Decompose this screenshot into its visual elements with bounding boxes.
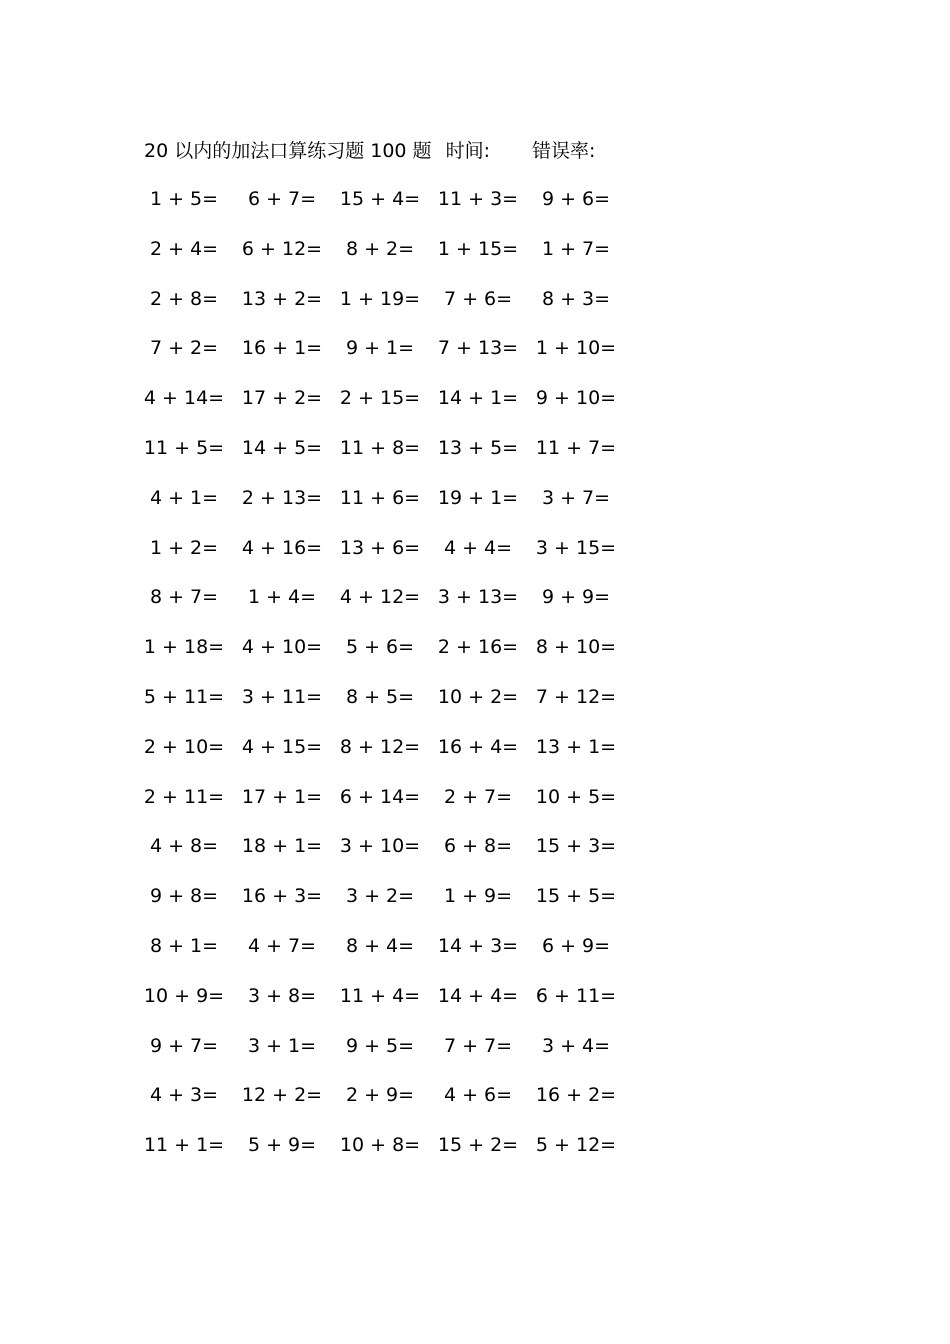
problem-item: 2 + 16=: [437, 636, 519, 659]
problem-item: 7 + 13=: [437, 337, 519, 360]
problem-item: 1 + 15=: [437, 237, 519, 260]
problem-item: 8 + 7=: [149, 586, 219, 609]
problem-item: 14 + 4=: [437, 984, 519, 1007]
problem-item: 6 + 11=: [535, 984, 617, 1007]
problem-item: 8 + 1=: [149, 934, 219, 957]
problem-item: 8 + 4=: [345, 934, 415, 957]
problem-item: 2 + 11=: [143, 785, 225, 808]
problem-item: 9 + 7=: [149, 1034, 219, 1057]
problem-item: 15 + 5=: [535, 885, 617, 908]
problem-item: 9 + 5=: [345, 1034, 415, 1057]
time-label: 时间:: [445, 140, 490, 162]
problem-item: 11 + 3=: [437, 188, 519, 210]
problem-item: 9 + 1=: [345, 337, 415, 360]
problem-row: [140, 231, 640, 281]
problem-item: 19 + 1=: [437, 486, 519, 509]
problem-row: [140, 1077, 640, 1127]
problem-item: 3 + 13=: [437, 586, 519, 609]
problem-item: 3 + 2=: [345, 885, 415, 908]
problem-item: 4 + 10=: [241, 636, 323, 659]
problem-item: 6 + 14=: [339, 785, 421, 808]
problem-item: 4 + 14=: [143, 387, 225, 410]
problem-item: 10 + 2=: [437, 685, 519, 708]
problem-item: 8 + 5=: [345, 685, 415, 708]
problem-item: 9 + 9=: [541, 586, 611, 609]
problem-item: 3 + 10=: [339, 835, 421, 858]
problem-item: 14 + 3=: [437, 934, 519, 957]
problem-item: 3 + 7=: [541, 486, 611, 509]
problem-item: 7 + 7=: [443, 1034, 513, 1057]
problem-item: 1 + 19=: [339, 287, 421, 310]
problem-item: 8 + 12=: [339, 735, 421, 758]
problem-item: 1 + 5=: [149, 188, 219, 210]
problem-item: 4 + 6=: [443, 1084, 513, 1107]
problem-item: 11 + 7=: [535, 436, 617, 459]
problem-row: [140, 978, 640, 1028]
problem-item: 10 + 9=: [143, 984, 225, 1007]
problem-item: 3 + 8=: [247, 984, 317, 1007]
problem-item: 16 + 1=: [241, 337, 323, 360]
problem-item: 12 + 2=: [241, 1084, 323, 1107]
problem-item: 7 + 12=: [535, 685, 617, 708]
problem-item: 10 + 5=: [535, 785, 617, 808]
problem-item: 8 + 3=: [541, 287, 611, 310]
problem-item: 14 + 5=: [241, 436, 323, 459]
problem-item: 4 + 3=: [149, 1084, 219, 1107]
problem-item: 11 + 6=: [339, 486, 421, 509]
problem-item: 15 + 3=: [535, 835, 617, 858]
problem-row: [140, 729, 640, 779]
problem-item: 11 + 8=: [339, 436, 421, 459]
problem-item: 1 + 4=: [247, 586, 317, 609]
problem-row: [140, 679, 640, 729]
problem-row: [140, 579, 640, 629]
problem-item: 1 + 7=: [541, 237, 611, 260]
problem-item: 4 + 1=: [149, 486, 219, 509]
problem-item: 6 + 8=: [443, 835, 513, 858]
problem-item: 2 + 10=: [143, 735, 225, 758]
problem-item: 15 + 2=: [437, 1134, 519, 1157]
problem-item: 11 + 1=: [143, 1134, 225, 1157]
problem-item: 15 + 4=: [339, 188, 421, 210]
problem-item: 2 + 7=: [443, 785, 513, 808]
problem-row: [140, 779, 640, 829]
problem-item: 9 + 6=: [541, 188, 611, 210]
problem-row: [140, 828, 640, 878]
problem-item: 16 + 2=: [535, 1084, 617, 1107]
problem-item: 5 + 9=: [247, 1134, 317, 1157]
problem-item: 11 + 5=: [143, 436, 225, 459]
problem-row: [140, 430, 640, 480]
problem-item: 16 + 3=: [241, 885, 323, 908]
problem-item: 8 + 2=: [345, 237, 415, 260]
problem-item: 9 + 8=: [149, 885, 219, 908]
problem-row: [140, 281, 640, 331]
problem-item: 2 + 4=: [149, 237, 219, 260]
problem-item: 1 + 10=: [535, 337, 617, 360]
problem-item: 4 + 8=: [149, 835, 219, 858]
problem-item: 13 + 6=: [339, 536, 421, 559]
problem-row: [140, 330, 640, 380]
problem-item: 6 + 12=: [241, 237, 323, 260]
problem-item: 3 + 15=: [535, 536, 617, 559]
problem-item: 18 + 1=: [241, 835, 323, 858]
problem-item: 4 + 4=: [443, 536, 513, 559]
problem-item: 1 + 9=: [443, 885, 513, 908]
problem-row: [140, 181, 640, 231]
problem-item: 7 + 2=: [149, 337, 219, 360]
problem-item: 6 + 7=: [247, 188, 317, 210]
worksheet-title: 20 以内的加法口算练习题 100 题: [144, 140, 432, 162]
problem-item: 2 + 13=: [241, 486, 323, 509]
problem-item: 13 + 1=: [535, 735, 617, 758]
problem-row: [140, 530, 640, 580]
problem-item: 4 + 16=: [241, 536, 323, 559]
problem-item: 11 + 4=: [339, 984, 421, 1007]
problem-item: 9 + 10=: [535, 387, 617, 410]
problem-item: 5 + 6=: [345, 636, 415, 659]
problem-item: 10 + 8=: [339, 1134, 421, 1157]
problem-item: 17 + 2=: [241, 387, 323, 410]
problem-item: 6 + 9=: [541, 934, 611, 957]
problem-row: [140, 380, 640, 430]
problem-item: 3 + 4=: [541, 1034, 611, 1057]
problem-row: [140, 878, 640, 928]
problem-row: [140, 1028, 640, 1078]
problem-item: 1 + 2=: [149, 536, 219, 559]
problem-item: 4 + 12=: [339, 586, 421, 609]
problem-item: 14 + 1=: [437, 387, 519, 410]
problem-item: 4 + 15=: [241, 735, 323, 758]
problem-row: [140, 928, 640, 978]
problem-item: 5 + 11=: [143, 685, 225, 708]
problem-item: 5 + 12=: [535, 1134, 617, 1157]
problem-item: 2 + 15=: [339, 387, 421, 410]
error-rate-label: 错误率:: [531, 140, 596, 162]
worksheet-header: [144, 136, 595, 166]
problem-item: 13 + 2=: [241, 287, 323, 310]
problem-grid: [140, 181, 640, 1177]
problem-item: 3 + 11=: [241, 685, 323, 708]
problem-item: 17 + 1=: [241, 785, 323, 808]
problem-item: 16 + 4=: [437, 735, 519, 758]
problem-item: 7 + 6=: [443, 287, 513, 310]
problem-item: 13 + 5=: [437, 436, 519, 459]
problem-item: 3 + 1=: [247, 1034, 317, 1057]
problem-item: 2 + 9=: [345, 1084, 415, 1107]
problem-row: [140, 629, 640, 679]
problem-item: 4 + 7=: [247, 934, 317, 957]
problem-row: [140, 1127, 640, 1177]
problem-row: [140, 480, 640, 530]
problem-item: 1 + 18=: [143, 636, 225, 659]
problem-item: 8 + 10=: [535, 636, 617, 659]
problem-item: 2 + 8=: [149, 287, 219, 310]
